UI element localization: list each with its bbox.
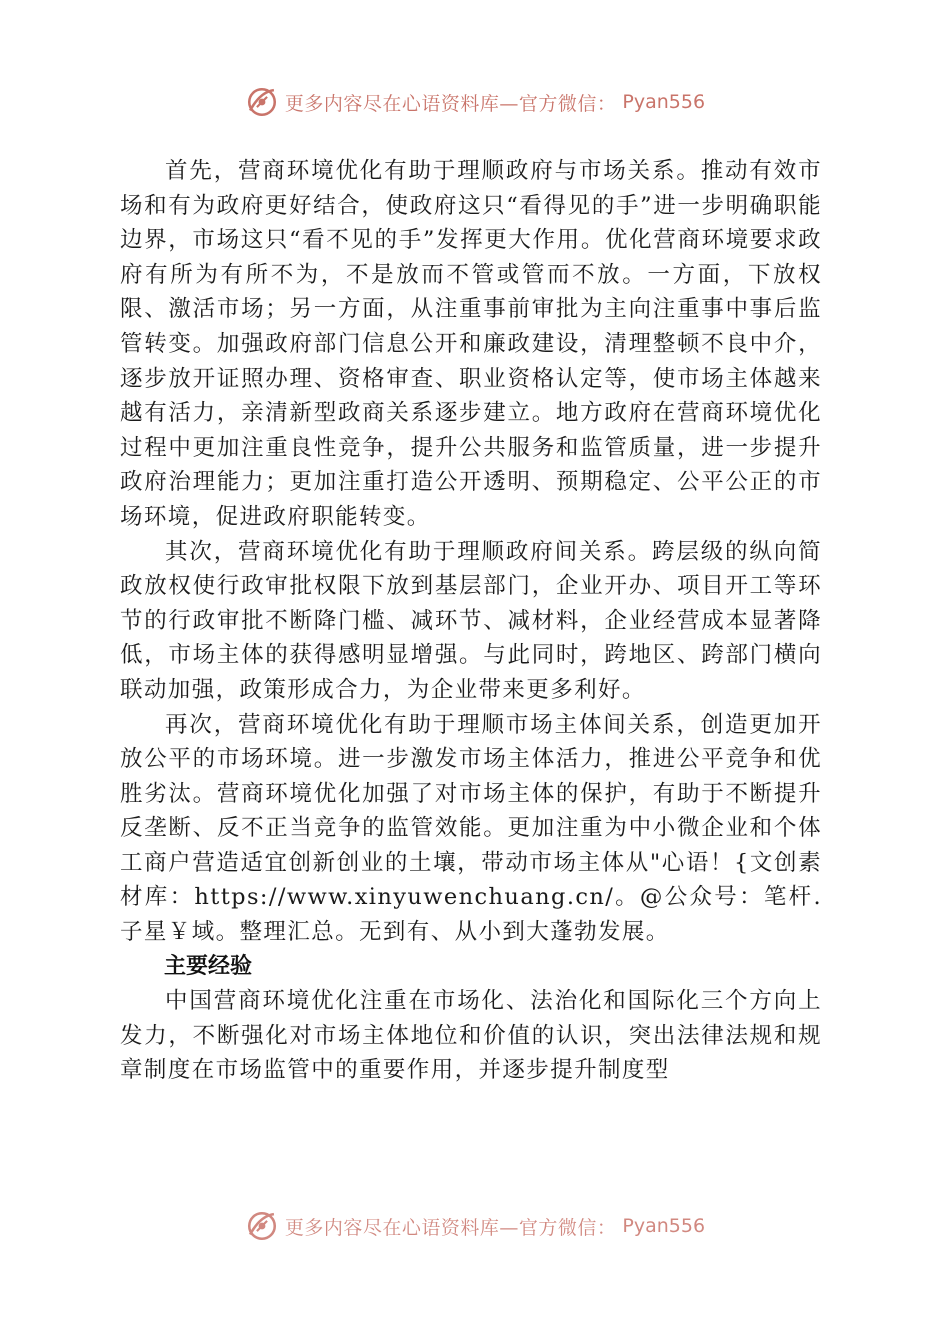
footer-brand-text: 更多内容尽在心语资料库—官方微信： [284,1216,617,1239]
document-body [120,154,822,1088]
banner-brand-text: 更多内容尽在心语资料库—官方微信： [284,92,617,115]
paragraph-4: 中国营商环境优化注重在市场化、法治化和国际化三个方向上发力，不断强化对市场主体地位和价值的认识，突出法律法规和规章制度在市场监管中的重要作用，并逐步提升制度型 [120,988,822,1084]
paragraph-1: 首先，营商环境优化有助于理顺政府与市场关系。推动有效市场和有为政府更好结合，使政府这只“看得见的手”进一步明确职能边界，市场这只“看不见的手”发挥更大作用。优化营商环境要求政府有所为有所不为，不是放而不管或管而不放。一方面，下放权限、激活市场；另一方面，从注重事前审批为主向注重事中事后监管转变。加强政府部门信息公开和廉政建设，清理整顿不良中介，逐步放开证照办理、资格审查、职业资格认定等，使市场主体越来越有活力，亲清新型政商关系逐步建立。地方政府在营商环境优化过程中更加注重良性竞争，提升公共服务和监管质量，进一步提升政府治理能力；更加注重打造公开透明、预期稳定、公平公正的市场环境，促进政府职能转变。 [120,158,822,530]
header-watermark-banner [0,82,950,122]
brand-logo-icon [245,1209,279,1243]
section-heading: 主要经验 [164,953,253,979]
footer-wechat-id: Pyan556 [622,1215,706,1237]
paragraph-2: 其次，营商环境优化有助于理顺政府间关系。跨层级的纵向简政放权使行政审批权限下放到基层部门，企业开办、项目开工等环节的行政审批不断降门槛、减环节、减材料，企业经营成本显著降低，市场主体的获得感明显增强。与此同时，跨地区、跨部门横向联动加强，政策形成合力，为企业带来更多利好。 [120,538,822,703]
paragraph-3: 再次，营商环境优化有助于理顺市场主体间关系，创造更加开放公平的市场环境。进一步激发市场主体活力，推进公平竞争和优胜劣汰。营商环境优化加强了对市场主体的保护，有助于不断提升反垄断、反不正当竞争的监管效能。更加注重为中小微企业和个体工商户营造适宜创新创业的土壤，带动市场主体从"心语！{文创素材库：https://www.xinyuwenchuang.cn/。@公众号：笔杆.子星￥域。整理汇总。无到有、从小到大蓬勃发展。 [120,711,822,946]
footer-watermark-banner [0,1206,950,1246]
brand-logo-icon [245,85,279,119]
banner-wechat-id: Pyan556 [622,91,706,113]
